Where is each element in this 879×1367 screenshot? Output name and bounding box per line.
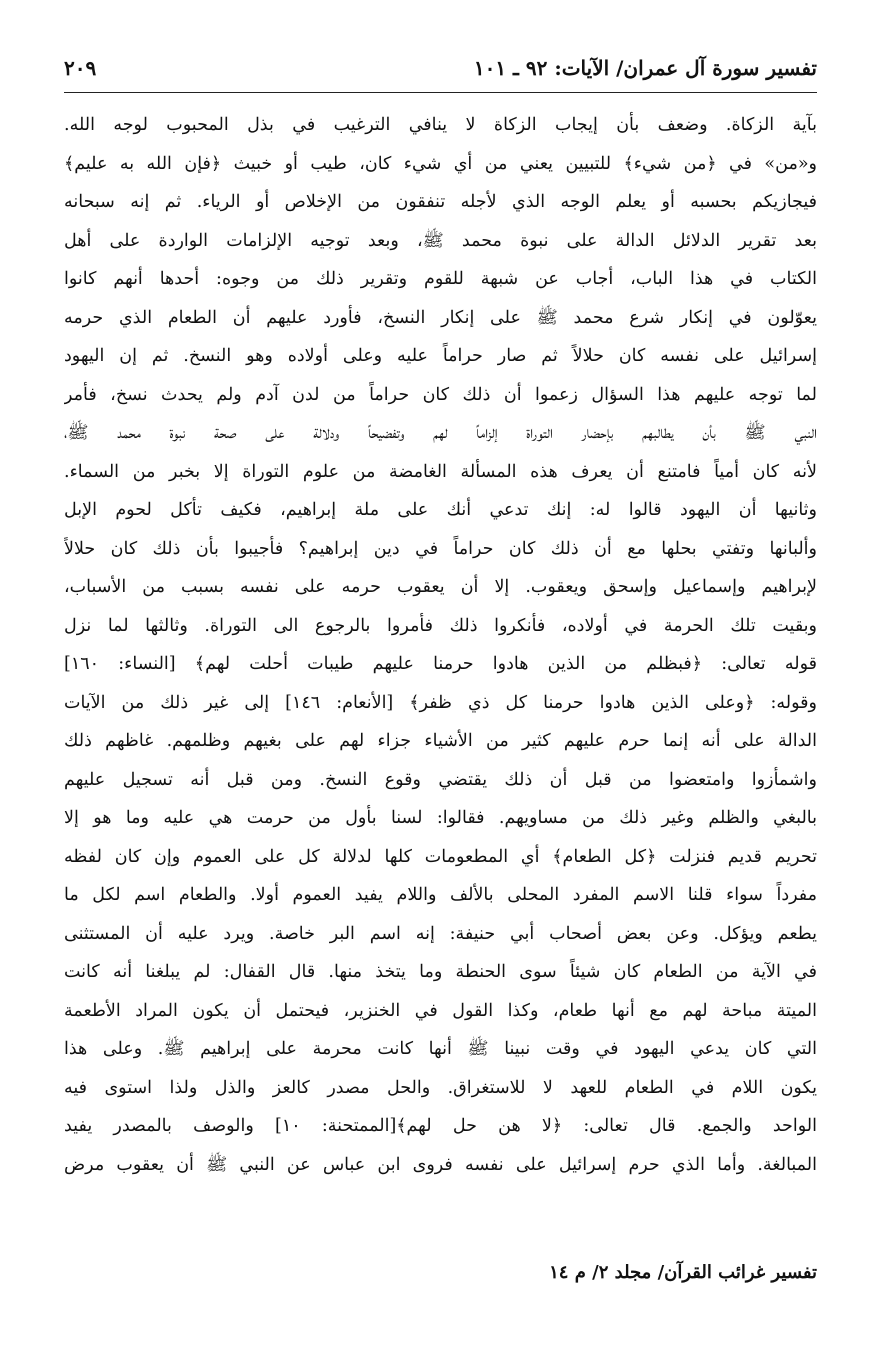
text-line: لإبراهيم وإسماعيل وإسحق ويعقوب. إلا أن يعقوب حرمه على نفسه بسبب من الأسباب، bbox=[64, 577, 817, 597]
text-line: بآية الزكاة. وضعف بأن إيجاب الزكاة لا ينافي الترغيب في بذل المحبوب لوجه الله. bbox=[64, 115, 817, 135]
text-line: إسرائيل على نفسه كان حلالاً ثم صار حراماً عليه وعلى أولاده وهو النسخ. ثم إن اليهود bbox=[64, 346, 817, 366]
text-line: قوله تعالى: ﴿فبظلم من الذين هادوا حرمنا عليهم طيبات أحلت لهم﴾ [النساء: ١٦٠] bbox=[64, 654, 817, 674]
text-line: يطعم ويؤكل. وعن بعض أصحاب أبي حنيفة: إنه اسم البر خاصة. ويرد عليه أن المستثنى bbox=[64, 923, 817, 944]
text-line: في الآية من الطعام كان شيئاً سوى الحنطة وما يتخذ منها. قال القفال: لم يبلغنا أنه كانت bbox=[64, 962, 817, 982]
text-line: يكون اللام في الطعام للعهد لا للاستغراق. والحل مصدر كالعز والذل ولذا استوى فيه bbox=[64, 1077, 817, 1098]
page-number: ٢٠٩ bbox=[64, 56, 97, 80]
text-line: الميتة مباحة لهم مع أنها طعام، وكذا القول في الخنزير، فيحتمل أن يكون المراد الأطعمة bbox=[64, 1000, 817, 1021]
text-line: وثانيها أن اليهود قالوا له: إنك تدعي أنك على ملة إبراهيم، فكيف تأكل لحوم الإبل bbox=[64, 500, 817, 520]
text-line: النبي ﷺ بأن يطالبهم بإحضار التوراة إلزاماً لهم وتفضيحاً ودلالة على صحة نبوة محمد ﷺ، bbox=[64, 423, 817, 443]
text-line: المبالغة. وأما الذي حرم إسرائيل على نفسه فروى ابن عباس عن النبي ﷺ أن يعقوب مرض bbox=[64, 1154, 817, 1175]
text-line: التي كان يدعي اليهود في وقت نبينا ﷺ أنها كانت محرمة على إبراهيم ﷺ. وعلى هذا bbox=[64, 1039, 817, 1059]
text-line: وقوله: ﴿وعلى الذين هادوا حرمنا كل ذي ظفر﴾ [الأنعام: ١٤٦] إلى غير ذلك من الآيات bbox=[64, 692, 817, 713]
text-line: و«من» في ﴿من شيء﴾ للتبيين يعني من أي شيء كان، طيب أو خبيث ﴿فإن الله به عليم﴾ bbox=[64, 153, 817, 174]
text-line: بعد تقرير الدلائل الدالة على نبوة محمد ﷺ، وبعد توجيه الإلزامات الواردة على أهل bbox=[64, 230, 817, 251]
text-line: الكتاب في هذا الباب، أجاب عن شبهة للقوم وتقرير ذلك من وجوه: أحدها أنهم كانوا bbox=[64, 269, 817, 289]
page-footer: تفسير غرائب القرآن/ مجلد ٢/ م ١٤ bbox=[549, 1262, 817, 1283]
text-line: لما توجه عليهم هذا السؤال زعموا أن ذلك كان حراماً من لدن آدم ولم يحدث نسخ، فأمر bbox=[64, 384, 817, 405]
text-line: تحريم قديم فنزلت ﴿كل الطعام﴾ أي المطعومات كلها لدلالة كل على العموم وإن كان لفظه bbox=[64, 846, 817, 867]
text-line: واشمأزوا وامتعضوا من قبل أن ذلك يقتضي وقوع النسخ. ومن قبل أنه تسجيل عليهم bbox=[64, 769, 817, 790]
text-line: الواحد والجمع. قال تعالى: ﴿لا هن حل لهم﴾[الممتحنة: ١٠] والوصف بالمصدر يفيد bbox=[64, 1116, 817, 1136]
text-line: الدالة على أنه إنما حرم عليهم كثير من الأشياء جزاء لهم على بغيهم وظلمهم. غاظهم ذلك bbox=[64, 731, 817, 751]
body-text bbox=[64, 106, 817, 1184]
page-header bbox=[64, 52, 817, 92]
header-divider bbox=[64, 92, 817, 93]
text-line: يعوّلون في إنكار شرع محمد ﷺ على إنكار النسخ، فأورد عليهم أن الطعام الذي حرمه bbox=[64, 307, 817, 328]
text-line: بالبغي والظلم وغير ذلك من مساويهم. فقالوا: لسنا بأول من حرمت هي عليه وما هو إلا bbox=[64, 808, 817, 828]
text-line: فيجازيكم بحسبه أو يعلم الوجه الذي لأجله تنفقون من الإخلاص أو الرياء. ثم إنه سبحانه bbox=[64, 192, 817, 212]
text-line: وألبانها وتفتي بحلها مع أن ذلك كان حراماً في دين إبراهيم؟ فأجيبوا بأن ذلك كان حلالاً bbox=[64, 538, 817, 559]
text-line: لأنه كان أمياً فامتنع أن يعرف هذه المسألة الغامضة من علوم التوراة إلا بخبر من السماء. bbox=[64, 461, 817, 482]
running-title: تفسير سورة آل عمران/ الآيات: ٩٢ ـ ١٠١ bbox=[473, 56, 817, 80]
text-line: وبقيت تلك الحرمة في أولاده، فأنكروا ذلك فأمروا بالرجوع الى التوراة. وثالثها لما نزل bbox=[64, 615, 817, 636]
text-line: مفرداً سواء قلنا الاسم المفرد المحلى بالألف واللام يفيد العموم أولا. والطعام اسم لكل ما bbox=[64, 885, 817, 905]
